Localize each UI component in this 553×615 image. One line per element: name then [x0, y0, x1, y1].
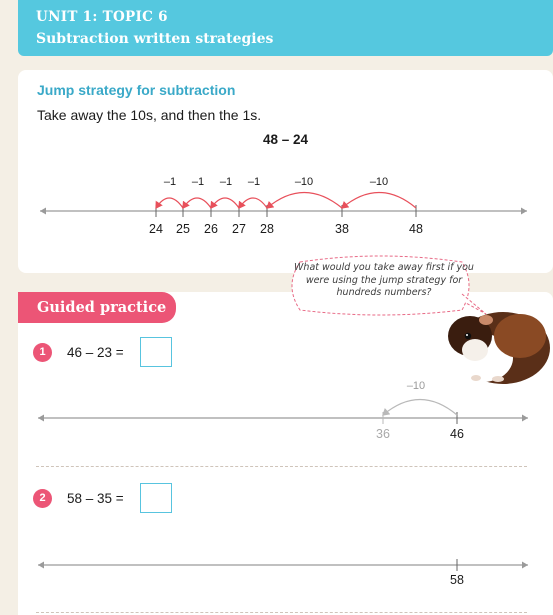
- tick-label: 26: [204, 222, 218, 236]
- jump-label: –10: [406, 380, 426, 392]
- start-tick-label: 58: [450, 573, 464, 587]
- question-1-number-line: [38, 380, 528, 441]
- jump-arc: [267, 193, 342, 209]
- question-2-number-line: [38, 559, 528, 587]
- arrow-right-icon: [522, 415, 528, 422]
- tick-label: 24: [149, 222, 163, 236]
- guided-practice-banner: Guided practice: [18, 292, 176, 323]
- arrow-left-icon: [38, 415, 44, 422]
- jump-arc: [383, 400, 457, 416]
- tick-label: 27: [232, 222, 246, 236]
- example-instruction: Take away the 10s, and then the 1s.: [37, 107, 262, 123]
- tick-label: 25: [176, 222, 190, 236]
- tick-label: 48: [409, 222, 423, 236]
- example-expression: 48 – 24: [262, 132, 309, 147]
- topic-title: Subtraction written strategies: [36, 31, 274, 47]
- jump-arc: [183, 198, 211, 208]
- jump-arc: [342, 193, 416, 209]
- arrow-left-icon: [40, 208, 46, 215]
- arrow-right-icon: [521, 208, 527, 215]
- jump-arc: [239, 198, 267, 208]
- question-number-1: 1: [33, 343, 52, 362]
- jump-label: –1: [163, 176, 177, 188]
- jump-label: –10: [294, 176, 314, 188]
- example-heading: Jump strategy for subtraction: [37, 82, 236, 98]
- start-tick-label: 46: [450, 427, 464, 441]
- jump-label: –10: [369, 176, 389, 188]
- jump-arc: [156, 198, 183, 208]
- question-number-2: 2: [33, 489, 52, 508]
- guinea-pig-illustration: [448, 312, 550, 384]
- speech-bubble-text: What would you take away first if you were using the jump strategy for hundreds numbers?: [294, 262, 474, 298]
- question-2-expression: 58 – 35 =: [67, 491, 124, 506]
- hint-tick-label: 36: [376, 427, 390, 441]
- unit-title: UNIT 1: TOPIC 6: [36, 9, 168, 25]
- arrow-left-icon: [38, 562, 44, 569]
- jump-label: –1: [247, 176, 261, 188]
- example-number-line: [40, 176, 527, 236]
- question-1-expression: 46 – 23 =: [67, 345, 124, 360]
- arrow-right-icon: [522, 562, 528, 569]
- jump-label: –1: [219, 176, 233, 188]
- jump-label: –1: [191, 176, 205, 188]
- tick-label: 38: [335, 222, 349, 236]
- jump-arc: [211, 198, 239, 208]
- tick-label: 28: [260, 222, 274, 236]
